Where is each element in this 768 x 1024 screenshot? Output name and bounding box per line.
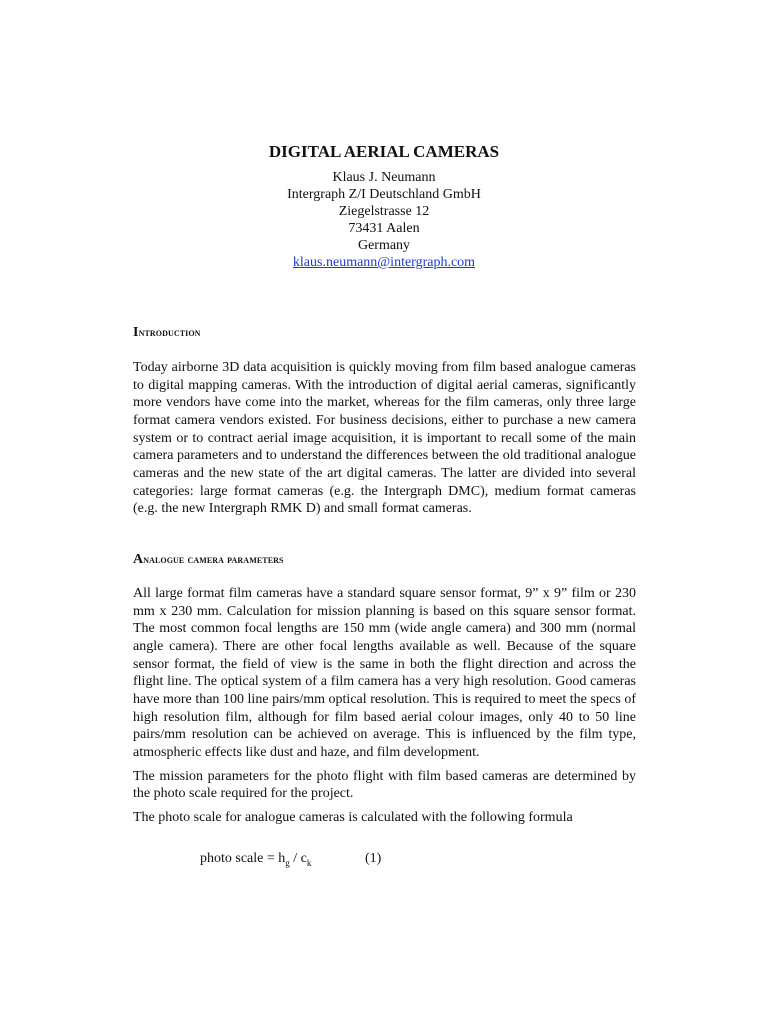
- formula-subscript-k: k: [306, 857, 312, 868]
- section-heading-introduction: Introduction: [133, 325, 201, 340]
- formula-photo-scale: [200, 850, 382, 872]
- paragraph: All large format film cameras have a standard square sensor format, 9” x 9” film or 230 mm x 230 mm. Calculation for mission planning is based on this square sensor format. The most common focal lengths are 150 mm (wide angle camera) and 300 mm (normal angle camera). There are other focal lengths available as well. Because of the square sensor format, the field of view is the same in both the flight direction and across the flight line. The optical system of a film camera has a very high resolution. Good cameras have more than 100 line pairs/mm optical resolution. This is required to meet the specs of high resolution film, although for film based aerial colour images, only 40 to 50 line pairs/mm resolution can be achieved on average. This is influenced by the film type, atmospheric effects like dust and haze, and film development.: [133, 586, 636, 760]
- formula-divisor: / c: [289, 851, 307, 866]
- paragraph: The mission parameters for the photo flight with film based cameras are determined by the photo scale required for the project.: [133, 768, 636, 802]
- formula-subscript-g: g: [285, 857, 290, 868]
- street-address: Ziegelstrasse 12: [338, 204, 430, 219]
- section-analogue: [133, 551, 636, 568]
- equation-number: (1): [365, 851, 382, 866]
- formula-lhs: photo scale = h: [200, 851, 286, 866]
- country: Germany: [357, 238, 411, 253]
- section-introduction: [133, 324, 636, 341]
- affiliation: Intergraph Z/I Deutschland GmbH: [287, 187, 481, 202]
- paper-title: DIGITAL AERIAL CAMERAS: [268, 142, 500, 161]
- section-introduction-body: [133, 359, 636, 518]
- paragraph: Today airborne 3D data acquisition is quickly moving from film based analogue cameras to digital mapping cameras. With the introduction of digital aerial cameras, significantly more vendors have come into the market, whereas for the film cameras, only three large format camera vendors existed. For business decisions, either to purchase a new camera system or to contract aerial image acquisition, it is important to recall some of the main camera parameters and to understand the differences between the old traditional analogue cameras and the new state of the art digital cameras. The latter are divided into several categories: large format cameras (e.g. the Intergraph DMC), medium format cameras (e.g. the new Intergraph RMK D) and small format cameras.: [133, 360, 636, 517]
- section-analogue-body: [133, 585, 636, 827]
- email-link[interactable]: klaus.neumann@intergraph.com: [292, 255, 476, 270]
- paragraph: The photo scale for analogue cameras is calculated with the following formula: [133, 809, 573, 825]
- paper-header: [0, 141, 768, 271]
- city-address: 73431 Aalen: [348, 221, 420, 236]
- section-heading-analogue-camera-parameters: Analogue camera parameters: [133, 552, 284, 567]
- author-name: Klaus J. Neumann: [332, 170, 436, 185]
